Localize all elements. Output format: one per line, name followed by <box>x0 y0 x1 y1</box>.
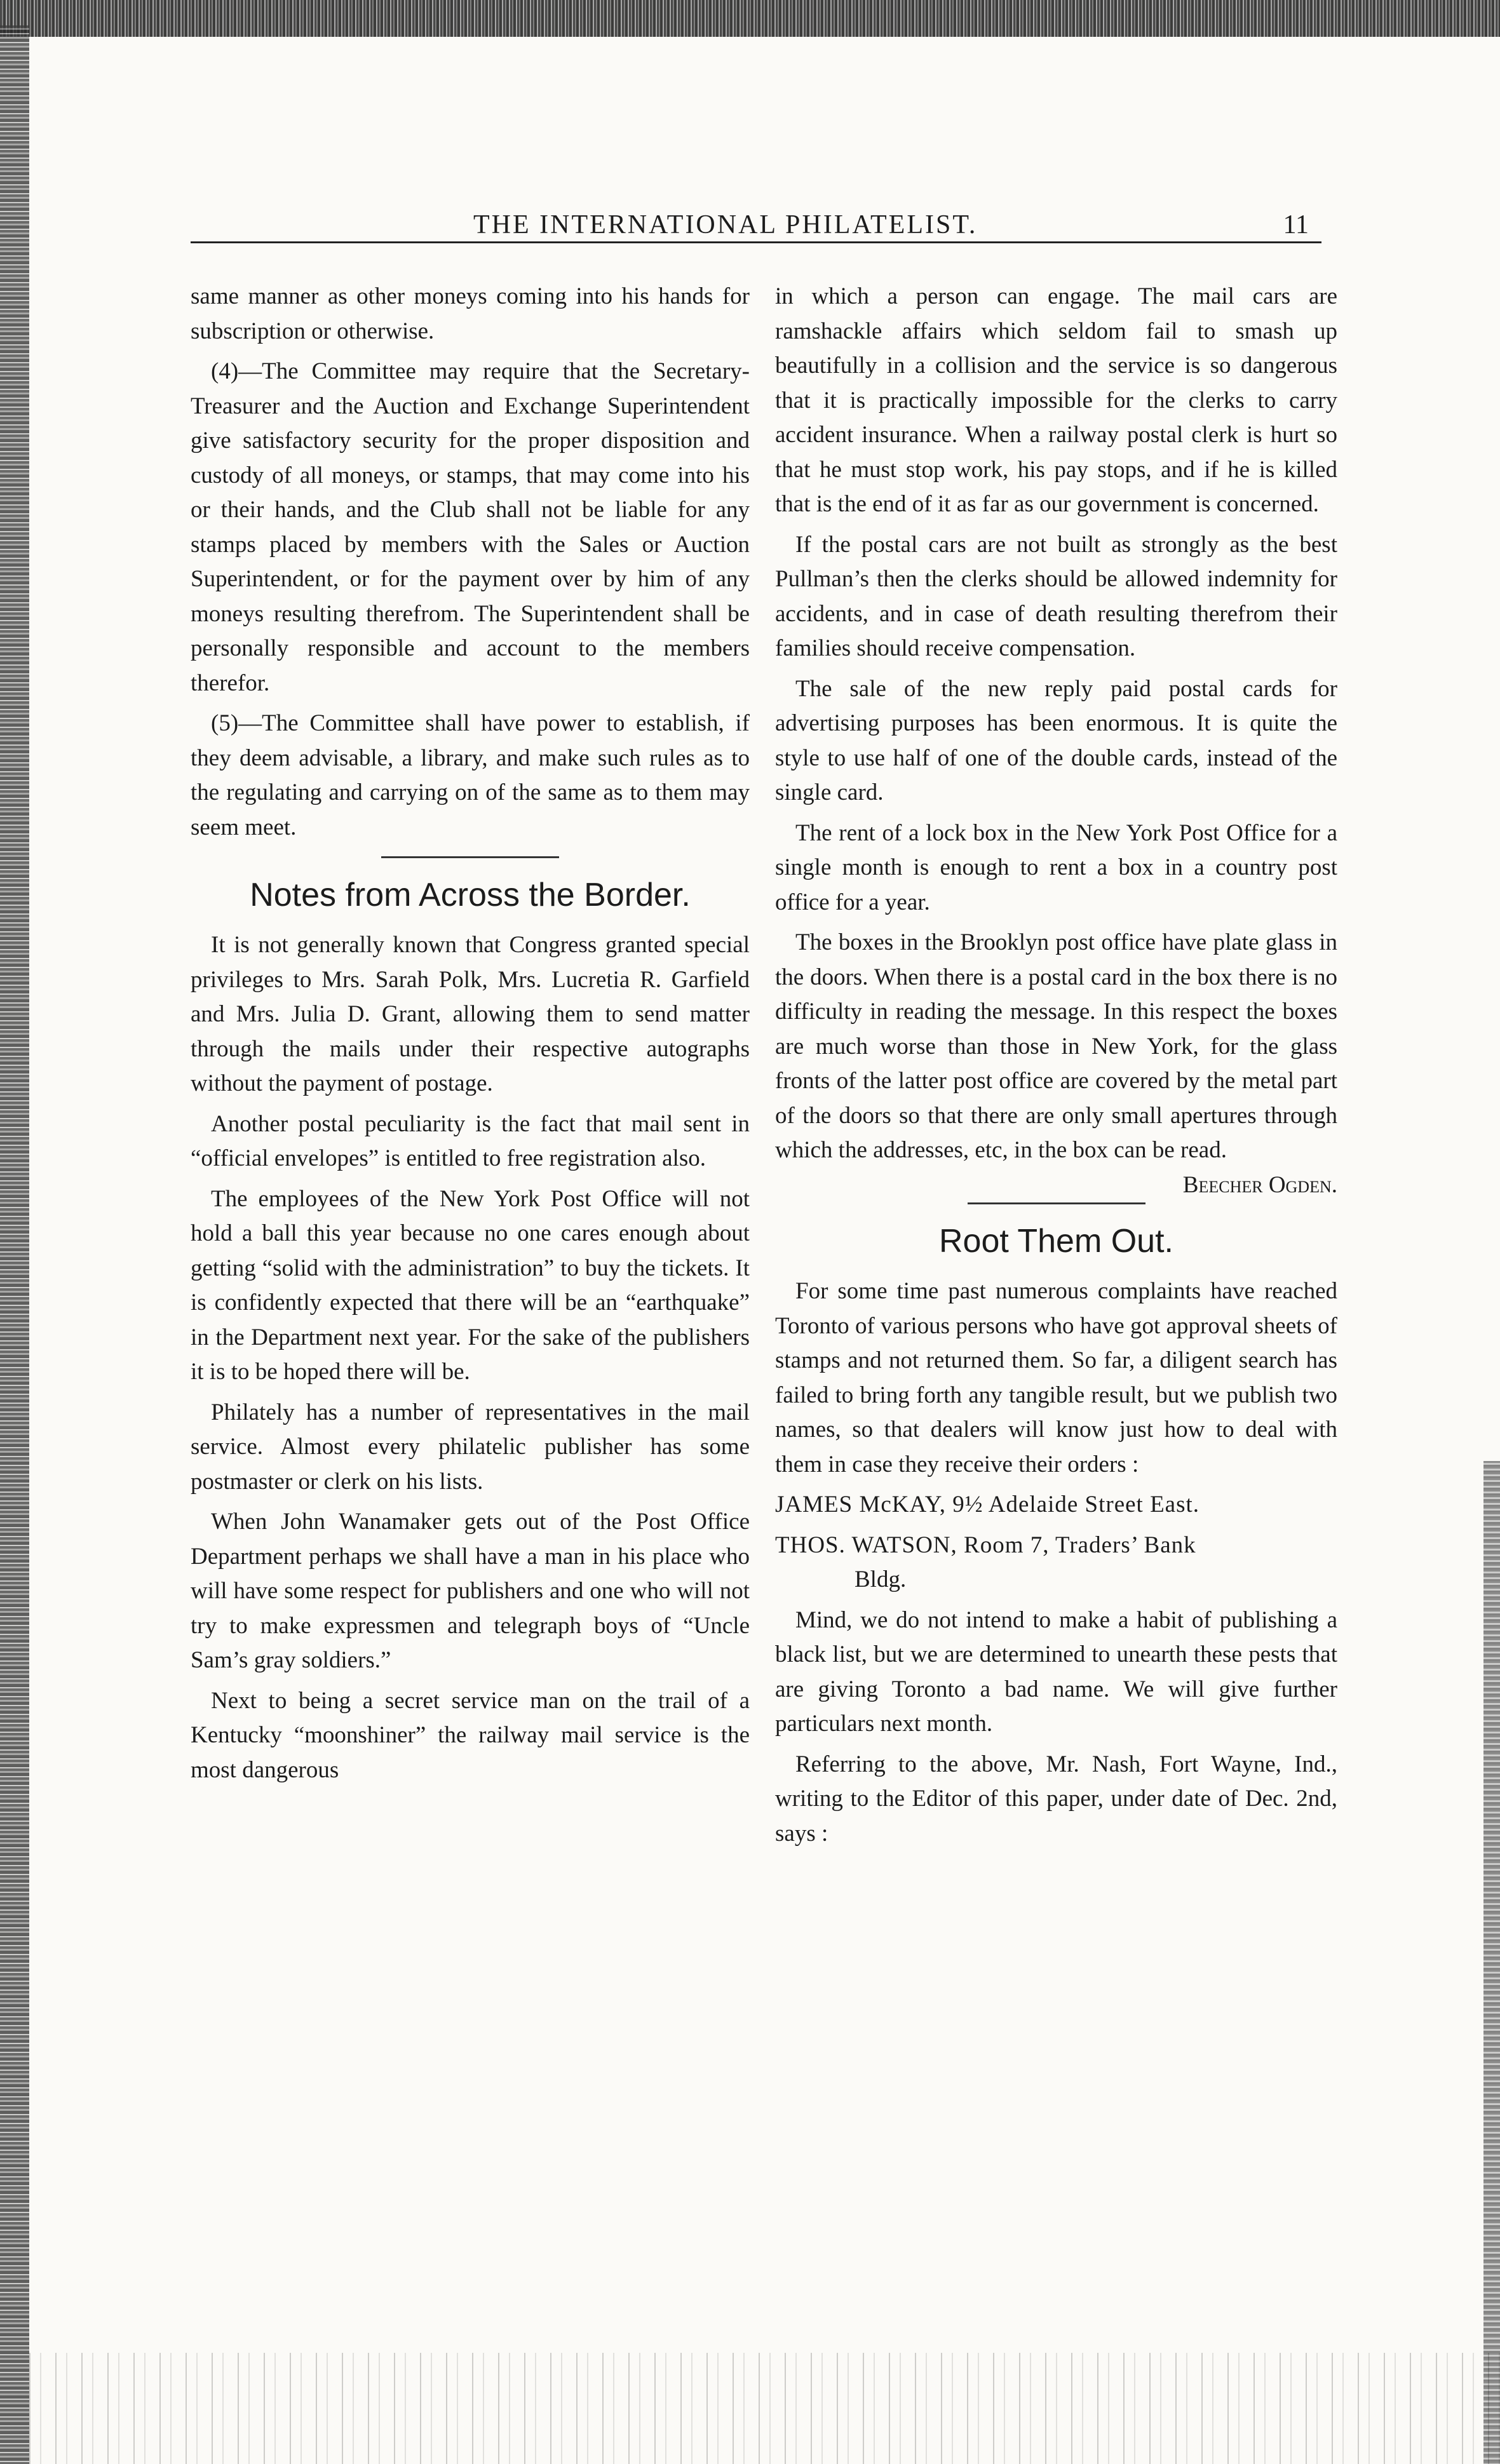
author-signature: Beecher Ogden. <box>1182 1171 1337 1198</box>
paragraph: Philately has a number of representatives in the mail service. Almost every philatelic publisher has some postmaster or clerk on his lists. <box>191 1399 750 1495</box>
blacklist-name: JAMES McKAY, 9½ Adelaide Street East. <box>775 1491 1200 1518</box>
paragraph: Next to being a secret service man on the trail of a Kentucky “moonshiner” the railway mail service is the most dangerous <box>191 1687 750 1783</box>
blacklist-name-continued: Bldg. <box>855 1566 907 1592</box>
running-header <box>191 210 1321 243</box>
paragraph: The employees of the New York Post Office will not hold a ball this year because no one cares enough about getting “solid with the administration” to buy the tickets. It is confidently expected that there will be an “earthquake” in the Department next year. For the sake of the publishers it is to be hoped there will be. <box>191 1185 750 1385</box>
left-column <box>191 279 750 1793</box>
paragraph: Mind, we do not intend to make a habit of publishing a black list, but we are determined to unearth these pests that are giving Toronto a bad name. We will give further particulars next month. <box>775 1606 1337 1737</box>
paragraph: in which a person can engage. The mail cars are ramshackle affairs which seldom fail to smash up beautifully in a collision and the service is so dangerous that it is practically impossible for the clerks to carry accident insurance. When a railway postal clerk is hurt so that he must stop work, his pay stops, and if he is killed that is the end of it as far as our government is concerned. <box>775 283 1337 517</box>
section-divider <box>968 1202 1145 1204</box>
section-heading: Notes from Across the Border. <box>250 877 691 913</box>
paragraph: same manner as other moneys coming into his hands for subscription or otherwise. <box>191 283 750 344</box>
scan-edge-left <box>0 25 29 2464</box>
blacklist-name: THOS. WATSON, Room 7, Traders’ Bank <box>775 1532 1196 1558</box>
paragraph <box>775 926 1337 1198</box>
paragraph: Referring to the above, Mr. Nash, Fort Wayne, Ind., writing to the Editor of this paper, under date of Dec. 2nd, says : <box>775 1751 1337 1847</box>
paragraph: (4)—The Committee may require that the Secretary-Treasurer and the Auction and Exchange Superintendent give satisfactory security for the proper disposition and custody of all moneys, or stamps, that may come into his or their hands, and the Club shall not be liable for any stamps placed by members with the Sales or Auction Superintendent, or for the payment over by him of any moneys resulting therefrom. The Superintendent shall be personally responsible and account to the members therefor. <box>191 358 750 696</box>
paragraph: When John Wanamaker gets out of the Post Office Department perhaps we shall have a man in his place who will have some respect for publishers and one who will not try to make expressmen and telegraph boys of “Uncle Sam’s gray soldiers.” <box>191 1509 750 1673</box>
paragraph: Another postal peculiarity is the fact that mail sent in “official envelopes” is entitled to free registration also. <box>191 1110 750 1171</box>
scan-edge-right <box>1483 1461 1500 2464</box>
scan-edge-bottom <box>29 2353 1500 2464</box>
page-number: 11 <box>1283 210 1309 239</box>
section-heading: Root Them Out. <box>939 1223 1173 1260</box>
paragraph: The sale of the new reply paid postal cards for advertising purposes has been enormous. It is quite the style to use half of one of the double cards, instead of the single card. <box>775 675 1337 805</box>
scan-edge-top <box>0 0 1500 37</box>
paragraph: It is not generally known that Congress granted special privileges to Mrs. Sarah Polk, Mrs. Lucretia R. Garfield and Mrs. Julia D. Grant, allowing them to send matter through the mails under their respective autographs without the payment of postage. <box>191 932 750 1096</box>
paragraph-text: The boxes in the Brooklyn post office have plate glass in the doors. When there is a postal card in the box there is no difficulty in reading the message. In this respect the boxes are much worse than those in New York, for the glass fronts of the latter post office are covered by the metal part of the doors so that there are only small apertures through which the addresses, etc, in the box can be read. <box>775 929 1337 1163</box>
paragraph: The rent of a lock box in the New York Post Office for a single month is enough to rent a box in a country post office for a year. <box>775 819 1337 915</box>
paragraph: If the postal cars are not built as strongly as the best Pullman’s then the clerks should be allowed indemnity for accidents, and in case of death resulting therefrom their families should receive compensation. <box>775 531 1337 661</box>
right-column <box>775 279 1337 1857</box>
paragraph: (5)—The Committee shall have power to establish, if they deem advisable, a library, and make such rules as to the regulating and carrying on of the same as to them may seem meet. <box>191 710 750 840</box>
journal-title: THE INTERNATIONAL PHILATELIST. <box>473 210 978 239</box>
paragraph: For some time past numerous complaints have reached Toronto of various persons who have got approval sheets of stamps and not returned them. So far, a diligent search has failed to bring forth any tangible result, but we publish two names, so that dealers will know just how to deal with them in case they receive their orders : <box>775 1278 1337 1478</box>
section-divider <box>381 856 559 858</box>
